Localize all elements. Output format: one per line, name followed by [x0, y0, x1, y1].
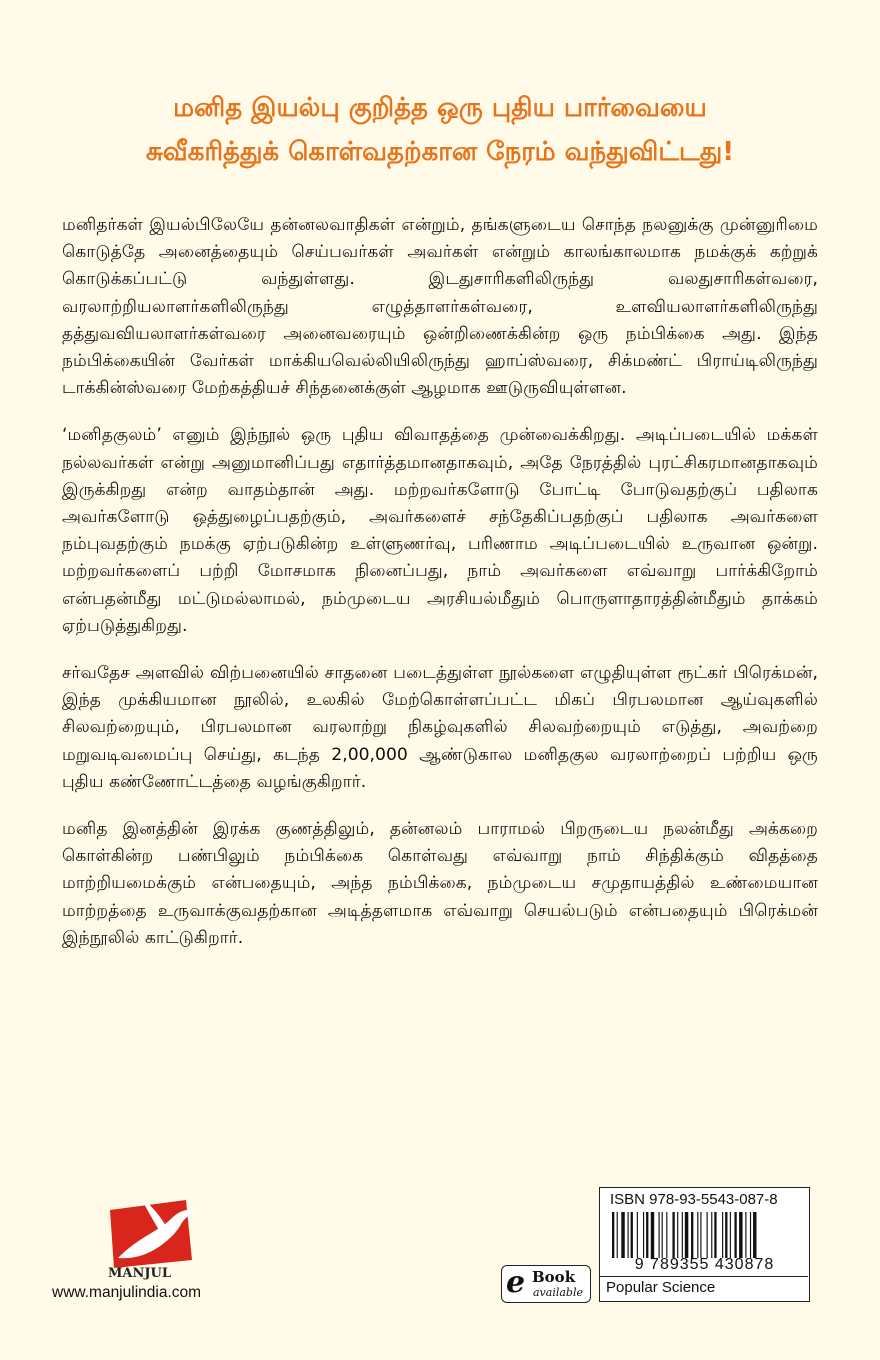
- book-category: Popular Science: [600, 1276, 808, 1300]
- publisher-logo-text: MANJUL: [108, 1266, 171, 1281]
- barcode-icon: [612, 1212, 798, 1258]
- isbn-number: ISBN 978-93-5543-087-8: [610, 1191, 778, 1208]
- headline-line-2: சுவீகரித்துக் கொள்வதற்கான நேரம் வந்துவிட்டது!: [145, 137, 735, 167]
- ebook-book-word: Book: [532, 1268, 576, 1286]
- ebook-available-word: available: [533, 1286, 583, 1299]
- ebook-e-letter: e: [506, 1265, 526, 1300]
- isbn-box: [599, 1187, 810, 1302]
- headline-line-1: மனித இயல்பு குறித்த ஒரு புதிய பார்வையை: [173, 93, 707, 123]
- paragraph-3: சர்வதேச அளவில் விற்பனையில் சாதனை படைத்துள்ள நூல்களை எழுதியுள்ள ரூட்கர் பிரெக்மன், இந்த முக்கியமான நூலில், உலகில் மேற்கொள்ளப்பட்ட மிகப் பிரபலமான ஆய்வுகளில் சிலவற்றையும், பிரபலமான வரலாற்று நிகழ்வுகளில் சிலவற்றையும் எடுத்து, அவற்றை மறுவடிவமைப்பு செய்து, கடந்த 2,00,000 ஆண்டுகால மனிதகுல வரலாற்றைப் பற்றிய ஒரு புதிய கண்ணோட்டத்தை வழங்குகிறார்.: [62, 663, 818, 792]
- paragraph-2: ‘மனிதகுலம்’ எனும் இந்நூல் ஒரு புதிய விவாதத்தை முன்வைக்கிறது. அடிப்படையில் மக்கள் நல்லவர்கள் என்று அனுமானிப்பது எதார்த்தமானதாகவும், அதே நேரத்தில் புரட்சிகரமானதாகவும் இருக்கிறது என்ற வாதம்தான் அது. மற்றவர்களோடு போட்டி போடுவதற்குப் பதிலாக அவர்களோடு ஒத்துழைப்பதற்கும், அவர்களைச் சந்தேகிப்பதற்குப் பதிலாக அவர்களை நம்புவதற்கும் நமக்கு ஏற்படுகின்ற உள்ளுணர்வு, பரிணாம அடிப்படையில் உருவான ஒன்று. மற்றவர்களைப் பற்றி மோசமாக நினைப்பது, நாம் அவர்களை எவ்வாறு பார்க்கிறோம் என்பதன்மீது மட்டுமல்லாமல், நம்முடைய அரசியல்மீதும் பொருளாதாரத்தின்மீதும் தாக்கம் ஏற்படுத்துகிறது.: [62, 425, 818, 636]
- publisher-website: www.manjulindia.com: [52, 1284, 202, 1301]
- headline: [40, 86, 840, 174]
- blurb-body: [62, 212, 818, 972]
- paragraph-4: மனித இனத்தின் இரக்க குணத்திலும், தன்னலம் பாராமல் பிறருடைய நலன்மீது அக்கறை கொள்கின்ற பண்பிலும் நம்பிக்கை கொள்வது எவ்வாறு நாம் சிந்திக்கும் விதத்தை மாற்றியமைக்கும் என்பதையும், அந்த நம்பிக்கை, நம்முடைய சமுதாயத்தில் உண்மையான மாற்றத்தை உருவாக்குவதற்கான அடித்தளமாக எவ்வாறு செயல்படும் என்பதையும் பிரெக்மன் இந்நூலில் காட்டுகிறார்.: [62, 819, 818, 948]
- barcode-digits: 9 789355 430878: [634, 1256, 775, 1273]
- publisher-logo-icon: [100, 1188, 210, 1278]
- ebook-available-badge: [501, 1265, 591, 1303]
- paragraph-1: மனிதர்கள் இயல்பிலேயே தன்னலவாதிகள் என்றும், தங்களுடைய சொந்த நலனுக்கு முன்னுரிமை கொடுத்தே அனைத்தையும் செய்பவர்கள் அவர்கள் என்றும் காலங்காலமாக நமக்குக் கற்றுக் கொடுக்கப்பட்டு வந்துள்ளது. இடதுசாரிகளிலிருந்து வலதுசாரிகள்வரை, வரலாற்றியலாளர்களிலிருந்து எழுத்தாளர்கள்வரை, உளவியலாளர்களிலிருந்து தத்துவவியலாளர்கள்வரை அனைவரையும் ஒன்றிணைக்கின்ற ஒரு நம்பிக்கை அது. இந்த நம்பிக்கையின் வேர்கள் மாக்கியவெல்லியிலிருந்து ஹாப்ஸ்வரை, சிக்மண்ட் பிராய்டிலிருந்து டாக்கின்ஸ்வரை மேற்கத்தியச் சிந்தனைக்குள் ஆழமாக ஊடுருவியுள்ளன.: [62, 215, 818, 399]
